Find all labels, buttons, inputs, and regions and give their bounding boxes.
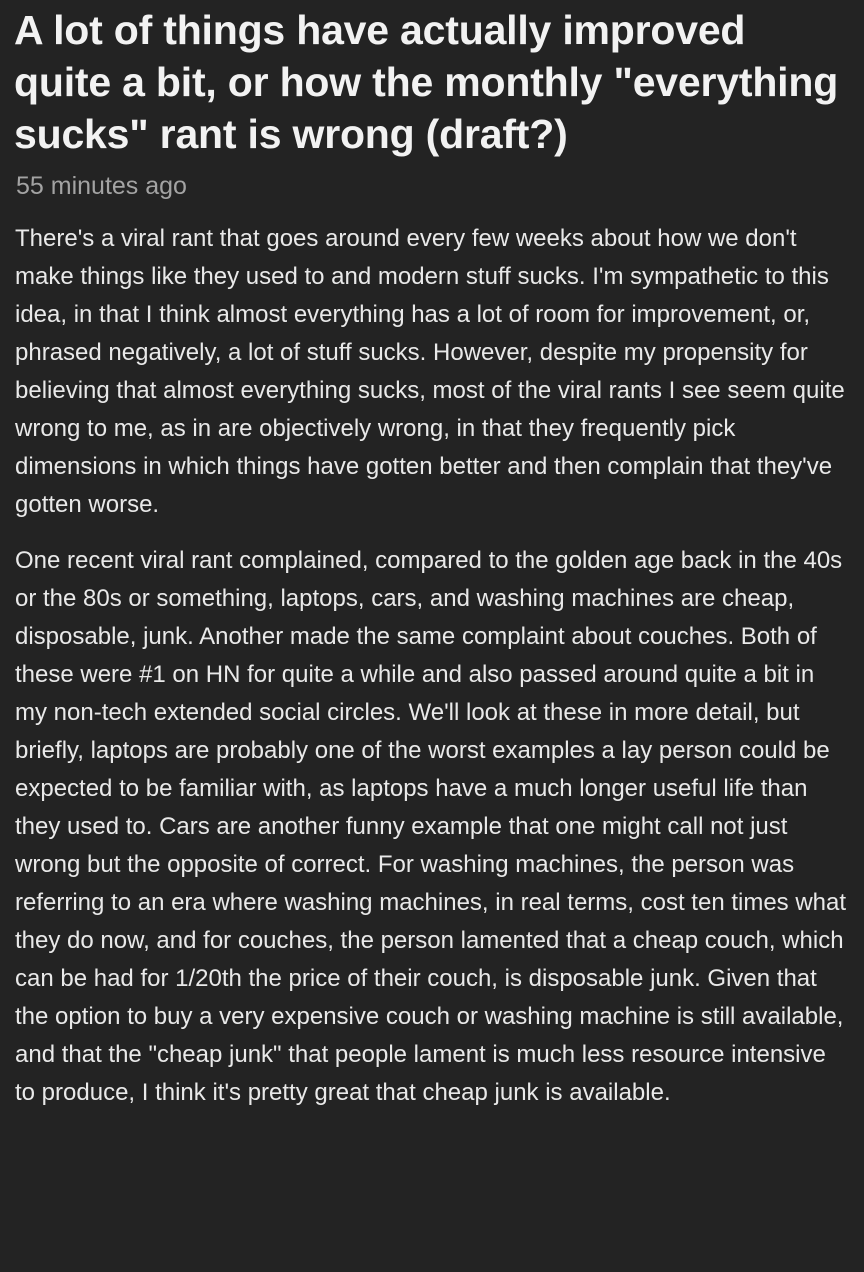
post-body — [14, 220, 852, 1112]
post-title: A lot of things have actually improved quite a bit, or how the monthly "everything sucks" rant is wrong (draft?) — [14, 7, 839, 157]
post-paragraph: There's a viral rant that goes around every few weeks about how we don't make things like they used to and modern stuff sucks. I'm sympathetic to this idea, in that I think almost everything has a lot of room for improvement, or, phrased negatively, a lot of stuff sucks. However, despite my propensity for believing that almost everything sucks, most of the viral rants I see seem quite wrong to me, as in are objectively wrong, in that they frequently pick dimensions in which things have gotten better and then complain that they've gotten worse. — [15, 225, 845, 518]
post-paragraph: One recent viral rant complained, compared to the golden age back in the 40s or the 80s or something, laptops, cars, and washing machines are cheap, disposable, junk. Another made the same complaint about couches. Both of these were #1 on HN for quite a while and also passed around quite a bit in my non-tech extended social circles. We'll look at these in more detail, but briefly, laptops are probably one of the worst examples a lay person could be expected to be familiar with, as laptops have a much longer useful life than they used to. Cars are another funny example that one might call not just wrong but the opposite of correct. For washing machines, the person was referring to an era where washing machines, in real terms, cost ten times what they do now, and for couches, the person lamented that a cheap couch, which can be had for 1/20th the price of their couch, is disposable junk. Given that the option to buy a very expensive couch or washing machine is still available, and that the "cheap junk" that people lament is much less resource intensive to produce, I think it's pretty great that cheap junk is available. — [15, 547, 847, 1106]
post-timestamp: 55 minutes ago — [16, 172, 187, 200]
